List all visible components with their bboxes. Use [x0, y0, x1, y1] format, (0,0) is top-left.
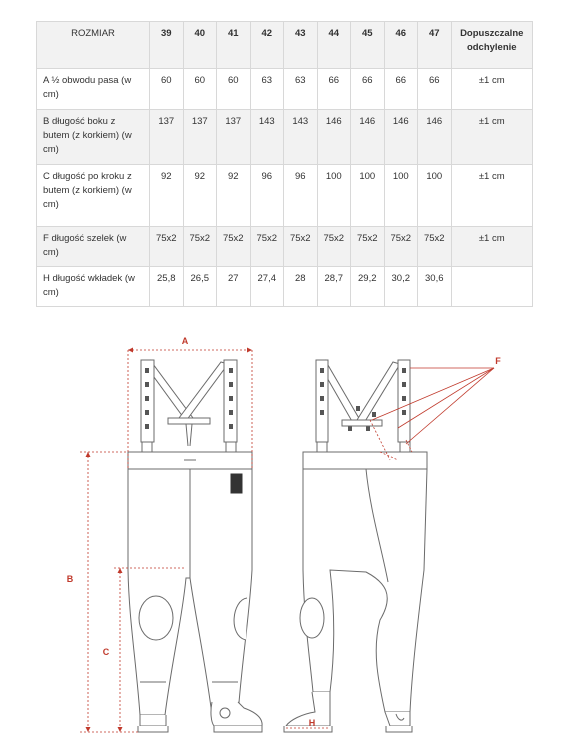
row-label: A ½ obwodu pasa (w cm) [37, 69, 150, 110]
tolerance-cell [451, 267, 533, 307]
table-cell: 75x2 [351, 227, 385, 267]
table-cell: 66 [351, 69, 385, 110]
row-label: B długość boku z butem (z korkiem) (w cm) [37, 110, 150, 165]
table-cell: 75x2 [250, 227, 284, 267]
header-size-cell: 47 [418, 22, 452, 69]
header-size-cell: 39 [150, 22, 184, 69]
table-cell: 63 [250, 69, 284, 110]
table-cell: 30,6 [418, 267, 452, 307]
table-cell: 60 [217, 69, 251, 110]
table-cell: 146 [351, 110, 385, 165]
table-cell: 137 [183, 110, 217, 165]
tolerance-cell: ±1 cm [451, 165, 533, 227]
table-cell: 60 [150, 69, 184, 110]
table-cell: 92 [217, 165, 251, 227]
table-cell: 27 [217, 267, 251, 307]
header-size-cell: 42 [250, 22, 284, 69]
row-label: F długość szelek (w cm) [37, 227, 150, 267]
table-cell: 27,4 [250, 267, 284, 307]
table-cell: 28,7 [317, 267, 351, 307]
table-cell: 146 [384, 110, 418, 165]
row-label: H długość wkładek (w cm) [37, 267, 150, 307]
label-b: B [66, 574, 74, 584]
waders-diagram [0, 320, 570, 750]
table-cell: 92 [150, 165, 184, 227]
table-cell: 143 [284, 110, 318, 165]
tolerance-cell: ±1 cm [451, 110, 533, 165]
table-cell: 100 [418, 165, 452, 227]
table-cell: 66 [418, 69, 452, 110]
table-cell: 146 [317, 110, 351, 165]
table-row [37, 110, 533, 165]
table-cell: 137 [150, 110, 184, 165]
header-size-cell: 45 [351, 22, 385, 69]
table-cell: 63 [284, 69, 318, 110]
table-cell: 75x2 [183, 227, 217, 267]
table-cell: 75x2 [150, 227, 184, 267]
table-row [37, 227, 533, 267]
header-size-cell: 43 [284, 22, 318, 69]
header-size-cell: 44 [317, 22, 351, 69]
table-cell: 75x2 [317, 227, 351, 267]
table-cell: 96 [250, 165, 284, 227]
table-cell: 75x2 [217, 227, 251, 267]
table-cell: 143 [250, 110, 284, 165]
front-view [128, 360, 262, 732]
header-tolerance: Dopuszczalne odchylenie [451, 22, 533, 69]
label-f: F [495, 356, 501, 366]
header-size-cell: 46 [384, 22, 418, 69]
table-cell: 29,2 [351, 267, 385, 307]
table-cell: 75x2 [284, 227, 318, 267]
table-row [37, 267, 533, 307]
header-size-cell: 40 [183, 22, 217, 69]
table-row [37, 69, 533, 110]
row-label: C długość po kroku z butem (z korkiem) (w cm) [37, 165, 150, 227]
label-h: H [308, 718, 316, 728]
table-cell: 100 [351, 165, 385, 227]
table-cell: 30,2 [384, 267, 418, 307]
table-row [37, 165, 533, 227]
table-header-row [37, 22, 533, 69]
table-cell: 66 [317, 69, 351, 110]
table-cell: 66 [384, 69, 418, 110]
table-cell: 26,5 [183, 267, 217, 307]
header-size-cell: 41 [217, 22, 251, 69]
table-cell: 100 [317, 165, 351, 227]
table-cell: 137 [217, 110, 251, 165]
size-chart-table [36, 21, 533, 307]
table-cell: 92 [183, 165, 217, 227]
tolerance-cell: ±1 cm [451, 227, 533, 267]
table-cell: 146 [418, 110, 452, 165]
table-cell: 60 [183, 69, 217, 110]
table-cell: 25,8 [150, 267, 184, 307]
tolerance-cell: ±1 cm [451, 69, 533, 110]
table-cell: 75x2 [384, 227, 418, 267]
header-size-label: ROZMIAR [37, 22, 150, 69]
side-view [284, 360, 427, 732]
label-c: C [102, 647, 110, 657]
table-cell: 28 [284, 267, 318, 307]
table-cell: 100 [384, 165, 418, 227]
label-a: A [181, 336, 189, 346]
table-cell: 75x2 [418, 227, 452, 267]
table-cell: 96 [284, 165, 318, 227]
